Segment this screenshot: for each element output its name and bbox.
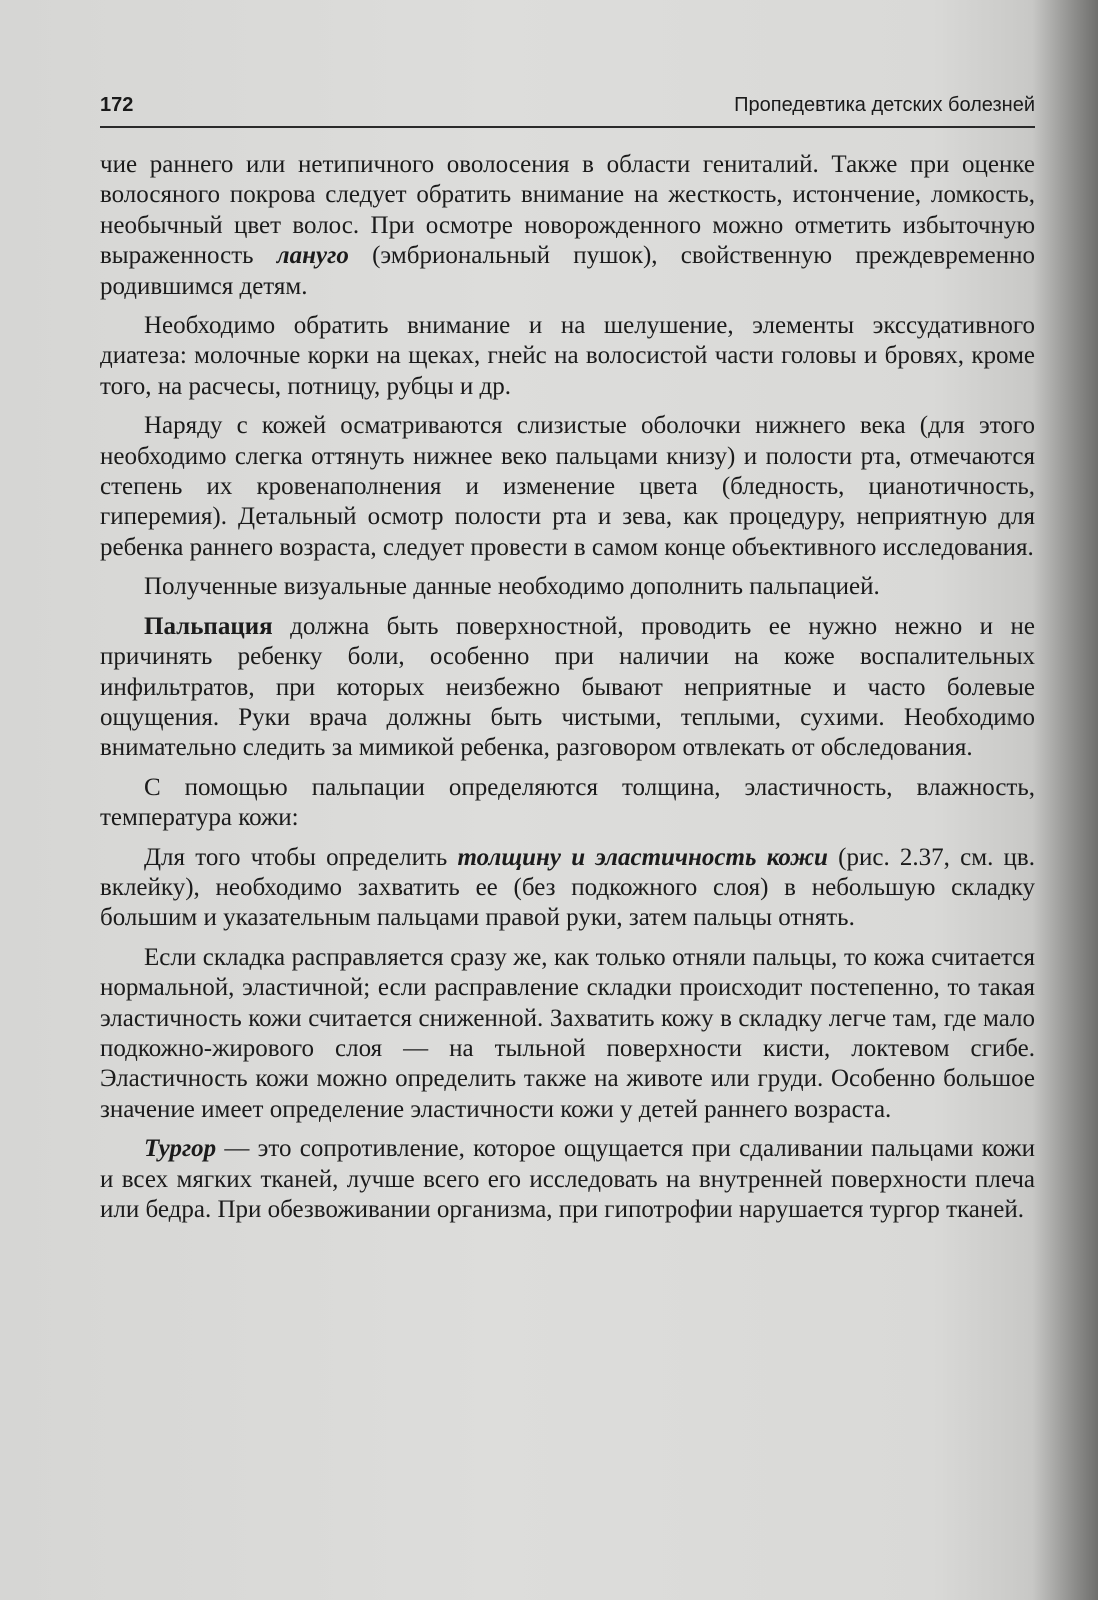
paragraph-peeling: Необходимо обратить внимание и на шелушение, элементы экссудативного диатеза: молочные корки на щеках, гнейс на волосистой части головы и бровях, кроме того, на расчесы, потницу, рубцы и др. — [100, 312, 1035, 400]
paragraph-mucous-membranes: Наряду с кожей осматриваются слизистые оболочки нижнего века (для этого необходимо слегка оттянуть нижнее веко пальцами книзу) и полости рта, отмечаются степень их кровенаполнения и изменение цвета (бледность, цианотичность, гиперемия). Детальный осмотр полости рта и зева, как процедуру, неприятную для ребенка раннего возраста, следует провести в самом конце объективного исследования. — [100, 412, 1035, 561]
paragraph-text: чие раннего или нетипичного оволосения в области гениталий. Также при оценке волосяного покрова следует обратить внимание на жесткость, истончение, ломкость, необычный цвет волос. При осмотре новорожденного можно отметить избыточную выраженность — [100, 151, 1035, 270]
paragraph-text: — это сопротивление, которое ощущается при сдаливании пальцами кожи и всех мягких тканей, лучше всего его исследовать на внутренней поверхности плеча или бедра. При обезвоживании организма, при гипотрофии нарушается тургор тканей. — [100, 1135, 1035, 1223]
page-number: 172 — [100, 94, 134, 116]
body-text — [100, 150, 1035, 1234]
paragraph-palpation-intro: Полученные визуальные данные необходимо дополнить пальпацией. — [144, 573, 880, 601]
paragraph-palpation-properties: С помощью пальпации определяются толщина, эластичность, влажность, температура кожи: — [100, 773, 1035, 832]
term-lanugo: лануго — [276, 242, 349, 270]
page-header — [100, 92, 1035, 128]
paragraph-text: (эмбриональный пушок), свойственную преждевременно родившимся детям. — [100, 242, 1035, 300]
paragraph-text: (рис. 2.37, см. цв. вклейку), необходимо захватить ее (без подкожного слоя) в небольшую складку большим и указательным пальцами правой руки, затем пальцы отнять. — [100, 843, 1035, 932]
paragraph-text: Для того чтобы определить — [144, 843, 458, 871]
paragraph-palpation — [100, 612, 1035, 764]
paragraph-skin-fold: Если складка расправляется сразу же, как только отняли пальцы, то кожа считается нормальной, эластичной; если расправление складки происходит постепенно, то такая эластичность кожи считается сниженной. Захватить кожу в складку легче там, где мало подкожно-жирового слоя — на тыльной поверхности кисти, локтевом сгибе. Эластичность кожи можно определить также на животе или груди. Особенно большое значение имеет определение эластичности кожи у детей раннего возраста. — [100, 943, 1035, 1123]
term-thickness-elasticity: толщину и эластичность кожи — [457, 843, 828, 871]
term-palpation: Пальпация — [144, 612, 273, 640]
paragraph-hair-lanugo — [100, 150, 1035, 302]
paragraph-text: должна быть поверхностной, проводить ее нужно нежно и не причинять ребенку боли, особенно при наличии на коже воспалительных инфильтратов, при которых неизбежно бывают неприятные и часто болевые ощущения. Руки врача должны быть чистыми, теплыми, сухими. Необходимо внимательно следить за мимикой ребенка, разговором отвлекать от обследования. — [100, 612, 1035, 762]
running-title: Пропедевтика детских болезней — [734, 94, 1035, 116]
paragraph-thickness-elasticity — [100, 843, 1035, 934]
paragraph-turgor — [100, 1134, 1035, 1225]
term-turgor: Тургор — [144, 1135, 217, 1163]
